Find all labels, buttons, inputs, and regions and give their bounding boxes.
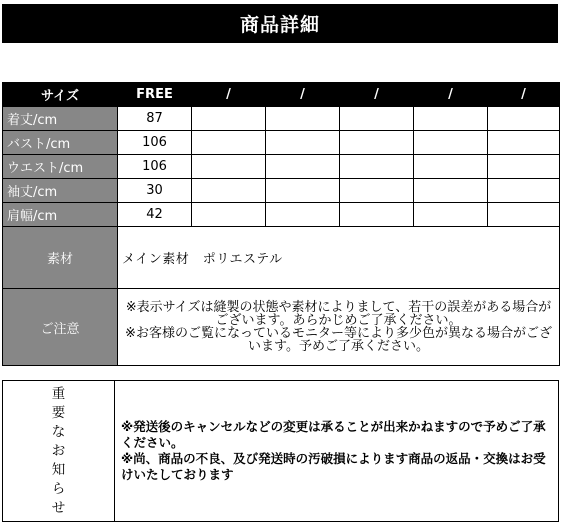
size-table <box>2 82 560 366</box>
cell-value <box>192 179 266 203</box>
notice-line-2: ※尚、商品の不良、及び発送時の汚破損によります商品の返品・交換はお受けいたしております <box>121 451 546 482</box>
cell-value <box>414 107 488 131</box>
notice-table <box>2 380 559 522</box>
cell-value <box>414 131 488 155</box>
cell-value <box>488 203 560 227</box>
notice-text <box>115 381 559 522</box>
cell-value <box>340 203 414 227</box>
notice-label-char: 重 <box>51 385 66 402</box>
cell-value <box>192 131 266 155</box>
size-header-row <box>3 83 560 107</box>
size-header-col: / <box>340 83 414 107</box>
size-header-free: FREE <box>118 83 192 107</box>
size-header-col: / <box>266 83 340 107</box>
caution-row <box>3 289 560 366</box>
cell-value <box>266 155 340 179</box>
cell-value <box>340 131 414 155</box>
size-header-col: / <box>192 83 266 107</box>
notice-label-text <box>3 385 114 518</box>
caution-line-2: ※お客様のご覧になっているモニター等により多少色が異なる場合がございます。予めご了承ください。 <box>125 326 552 354</box>
cell-value <box>488 131 560 155</box>
notice-label-char: ら <box>51 480 66 497</box>
material-row <box>3 227 560 289</box>
table-row <box>3 131 560 155</box>
cell-value <box>192 203 266 227</box>
row-label-waist: ウエスト/cm <box>3 155 118 179</box>
row-label-shoulder: 肩幅/cm <box>3 203 118 227</box>
size-header-col: / <box>488 83 560 107</box>
cell-value <box>340 107 414 131</box>
cell-value <box>266 179 340 203</box>
material-value: メイン素材 ポリエステル <box>118 227 560 289</box>
cell-value: 106 <box>118 155 192 179</box>
notice-label-char: お <box>51 442 66 459</box>
table-row <box>3 203 560 227</box>
table-row <box>3 155 560 179</box>
cell-value: 106 <box>118 131 192 155</box>
cell-value: 30 <box>118 179 192 203</box>
size-header-label: サイズ <box>3 83 118 107</box>
cell-value <box>414 203 488 227</box>
caution-line-1: ※表示サイズは縫製の状態や素材によりまして、若干の誤差がある場合がございます。あらかじめご了承ください。 <box>125 300 552 328</box>
notice-row <box>3 381 559 522</box>
cell-value <box>340 155 414 179</box>
cell-value <box>266 107 340 131</box>
cell-value <box>340 179 414 203</box>
caution-label: ご注意 <box>3 289 118 366</box>
notice-label-char: 要 <box>51 404 66 421</box>
table-row <box>3 179 560 203</box>
cell-value <box>488 107 560 131</box>
cell-value <box>266 131 340 155</box>
cell-value <box>488 155 560 179</box>
notice-line-1: ※発送後のキャンセルなどの変更は承ることが出来かねますので予めご了承ください。 <box>121 419 546 450</box>
caution-text <box>118 289 560 366</box>
notice-label-char: な <box>51 423 66 440</box>
row-label-length: 着丈/cm <box>3 107 118 131</box>
cell-value: 42 <box>118 203 192 227</box>
row-label-bust: バスト/cm <box>3 131 118 155</box>
table-row <box>3 107 560 131</box>
cell-value <box>414 179 488 203</box>
page-title: 商品詳細 <box>2 4 558 43</box>
notice-label <box>3 381 115 522</box>
notice-label-char: せ <box>51 499 66 516</box>
cell-value <box>488 179 560 203</box>
row-label-sleeve: 袖丈/cm <box>3 179 118 203</box>
material-label: 素材 <box>3 227 118 289</box>
cell-value <box>192 107 266 131</box>
cell-value: 87 <box>118 107 192 131</box>
notice-label-char: 知 <box>51 461 66 478</box>
cell-value <box>414 155 488 179</box>
cell-value <box>192 155 266 179</box>
size-header-col: / <box>414 83 488 107</box>
cell-value <box>266 203 340 227</box>
